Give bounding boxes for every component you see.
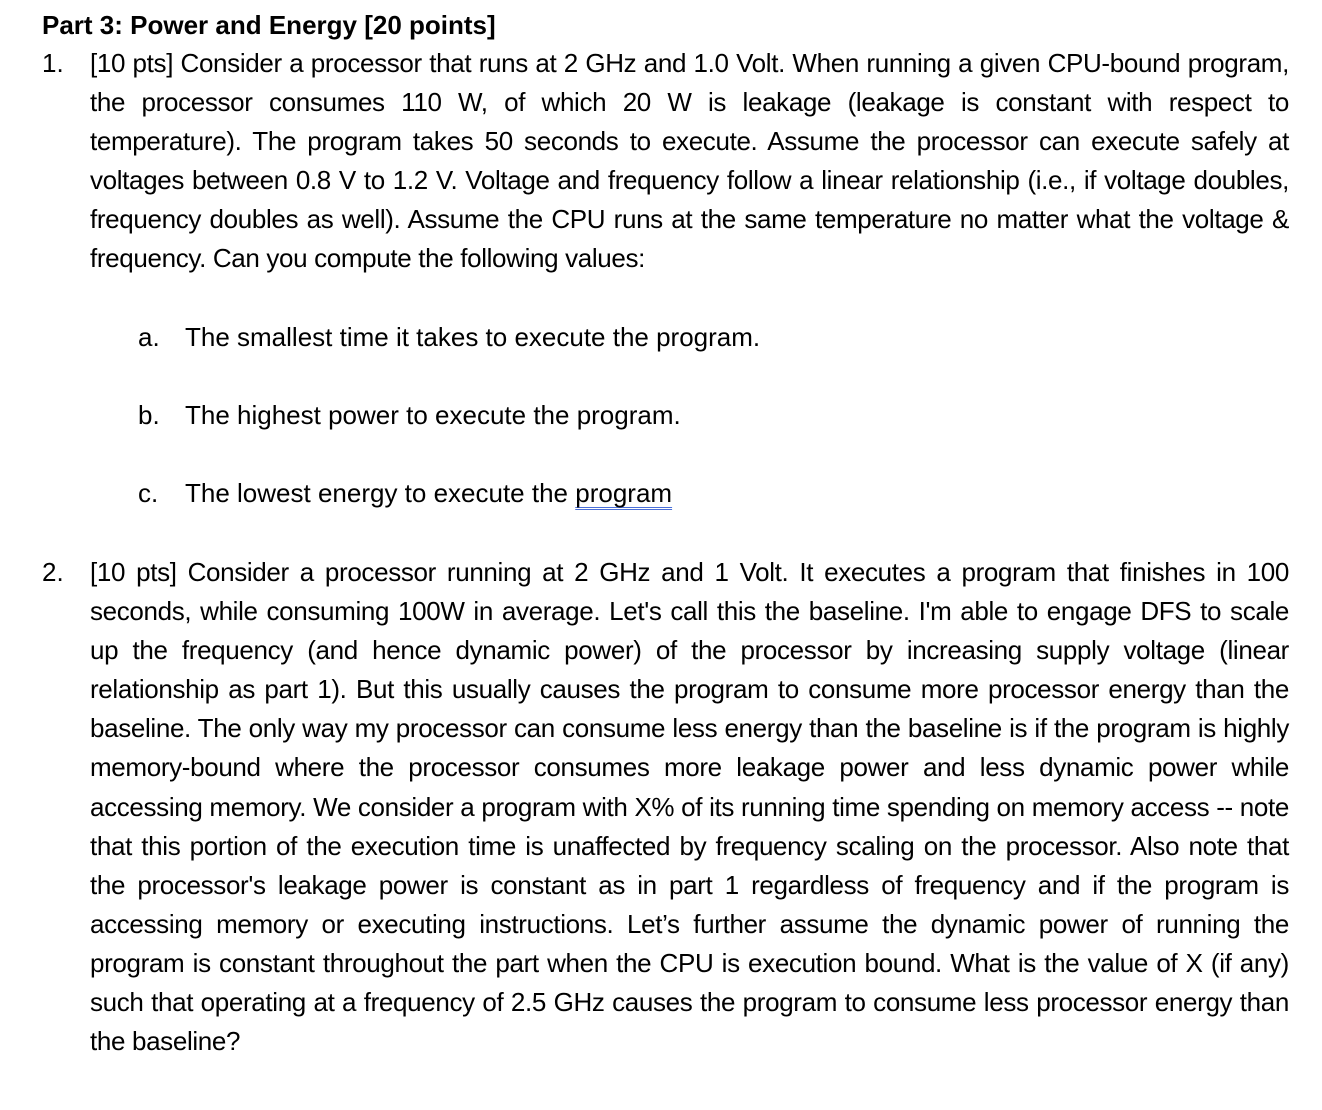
question-2-number: 2. [42,557,64,587]
question-1-subitem-a [138,318,760,357]
question-1-number: 1. [42,48,64,78]
subitem-c-text: The lowest energy to execute the [185,478,569,508]
subitem-c-label: c. [138,478,159,508]
subitem-b-label: b. [138,400,160,430]
question-1-subitem-c [138,474,672,513]
question-2-text: [10 pts] Consider a processor running at 2 GHz and 1 Volt. It executes a program that finishes in 100 seconds, while consuming 100W in average. Let's call this the baseline. I'm able to engage DFS to scale up the frequency (and hence dynamic power) of the processor by increasing supply voltage (linear relationship as part 1). But this usually causes the program to consume more processor energy than the baseline. The only way my processor can consume less energy than the baseline is if the program is highly memory-bound where the processor consumes more leakage power and less dynamic power while accessing memory. We consider a program with X% of its running time spending on memory access -- note that this portion of the execution time is unaffected by frequency scaling on the processor. Also note that the processor's leakage power is constant as in part 1 regardless of frequency and if the program is accessing memory or executing instructions. Let’s further assume the dynamic power of running the program is constant throughout the part when the CPU is execution bound. What is the value of X (if any) such that operating at a frequency of 2.5 GHz causes the program to consume less processor energy than the baseline? [90,557,1289,1057]
subitem-b-text: The highest power to execute the program. [185,400,681,430]
subitem-c-spellcheck-word: program [575,478,673,508]
question-1-text: [10 pts] Consider a processor that runs at 2 GHz and 1.0 Volt. When running a given CPU-bound program, the processor consumes 110 W, of which 20 W is leakage (leakage is constant with respect to temperature). The program takes 50 seconds to execute. Assume the processor can execute safely at voltages between 0.8 V to 1.2 V. Voltage and frequency follow a linear relationship (i.e., if voltage doubles, frequency doubles as well). Assume the CPU runs at the same temperature no matter what the voltage & frequency. Can you compute the following values: [90,48,1289,274]
subitem-a-label: a. [138,322,160,352]
part-heading: Part 3: Power and Energy [20 points] [42,10,496,40]
question-1-subitem-b [138,396,681,435]
subitem-a-text: The smallest time it takes to execute the program. [185,322,761,352]
